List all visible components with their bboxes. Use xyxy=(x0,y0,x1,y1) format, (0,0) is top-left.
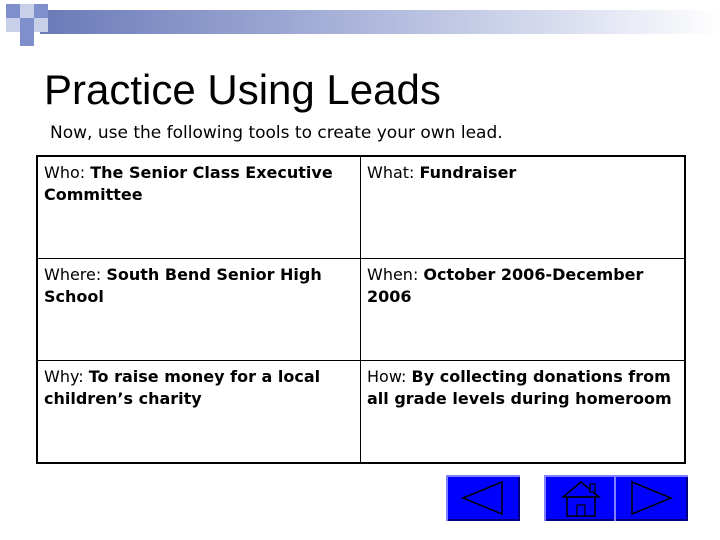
decor-square xyxy=(6,4,20,18)
back-arrow-icon xyxy=(446,475,520,521)
when-cell xyxy=(361,259,686,361)
how-cell xyxy=(361,361,686,464)
cell-value: To raise money for a local children’s charity xyxy=(44,367,321,408)
cell-value: By collecting donations from all grade levels during homeroom xyxy=(367,367,672,408)
cell-value: The Senior Class Executive Committee xyxy=(44,163,333,204)
cell-label: Why: xyxy=(44,367,89,386)
table-row xyxy=(37,361,685,464)
what-cell xyxy=(361,156,686,259)
slide-subtitle: Now, use the following tools to create your own lead. xyxy=(50,123,503,143)
cell-value: Fundraiser xyxy=(419,163,517,182)
decor-square xyxy=(34,18,48,32)
cell-value: October 2006-December 2006 xyxy=(367,265,644,306)
who-cell xyxy=(37,156,361,259)
header-decoration xyxy=(0,0,720,48)
decor-square xyxy=(20,4,34,18)
cell-label: What: xyxy=(367,163,420,182)
decor-square xyxy=(6,18,20,32)
home-button[interactable] xyxy=(544,475,618,521)
header-gradient-bar xyxy=(40,10,720,34)
decor-square xyxy=(20,18,34,32)
cell-label: Where: xyxy=(44,265,107,284)
why-cell xyxy=(37,361,361,464)
forward-arrow-icon xyxy=(614,475,688,521)
cell-label: When: xyxy=(367,265,424,284)
decor-square xyxy=(34,4,48,18)
cell-value: South Bend Senior High School xyxy=(44,265,322,306)
cell-label: Who: xyxy=(44,163,91,182)
lead-tools-table xyxy=(36,155,686,464)
table-row xyxy=(37,259,685,361)
decor-square xyxy=(20,32,34,46)
slide-title: Practice Using Leads xyxy=(44,66,441,113)
back-button[interactable] xyxy=(446,475,520,521)
home-icon xyxy=(544,475,618,521)
cell-label: How: xyxy=(367,367,412,386)
table-row xyxy=(37,156,685,259)
forward-button[interactable] xyxy=(614,475,688,521)
where-cell xyxy=(37,259,361,361)
